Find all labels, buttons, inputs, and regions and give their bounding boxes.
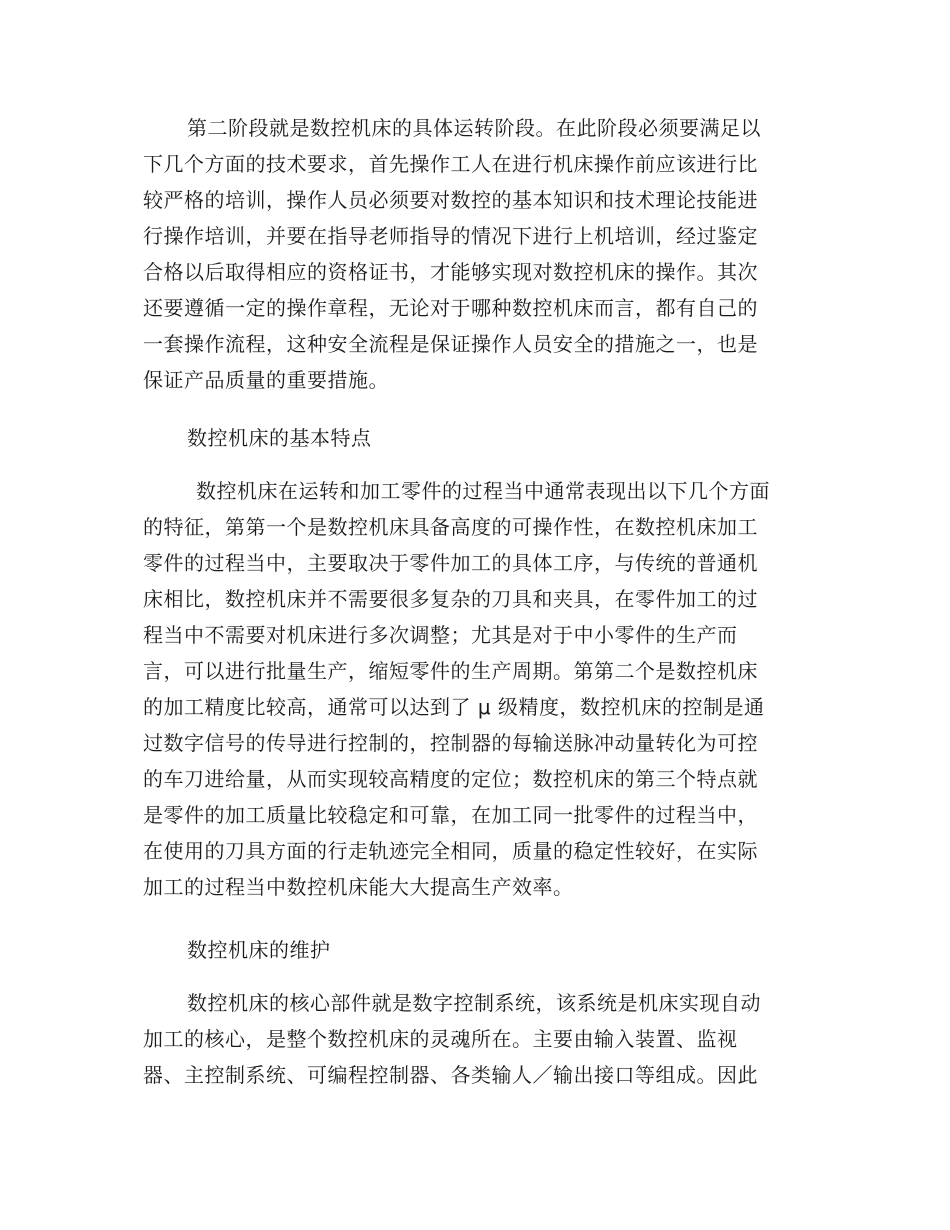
text-line: 的特征，第第一个是数控机床具备高度的可操作性，在数控机床加工 — [143, 515, 758, 539]
text-line: 程当中不需要对机床进行多次调整；尤其是对于中小零件的生产而 — [143, 623, 738, 647]
text-line: 是零件的加工质量比较稳定和可靠，在加工同一批零件的过程当中， — [143, 803, 758, 827]
text-line: 数控机床的核心部件就是数字控制系统，该系统是机床实现自动 — [187, 991, 761, 1015]
text-line: 在使用的刀具方面的行走轨迹完全相同，质量的稳定性较好，在实际 — [143, 839, 758, 863]
text-line: 言，可以进行批量生产，缩短零件的生产周期。第第二个是数控机床 — [143, 659, 758, 683]
section-heading-basic-features: 数控机床的基本特点 — [187, 426, 372, 450]
text-line: 床相比，数控机床并不需要很多复杂的刀具和夹具，在零件加工的过 — [143, 587, 758, 611]
text-line: 保证产品质量的重要措施。 — [143, 368, 389, 392]
section-heading-maintenance: 数控机床的维护 — [187, 938, 331, 962]
text-line: 合格以后取得相应的资格证书，才能够实现对数控机床的操作。其次 — [143, 260, 758, 284]
text-line: 数控机床在运转和加工零件的过程当中通常表现出以下几个方面 — [196, 479, 770, 503]
text-line: 较严格的培训，操作人员必须要对数控的基本知识和技术理论技能进 — [143, 188, 758, 212]
text-line: 零件的过程当中，主要取决于零件加工的具体工序，与传统的普通机 — [143, 551, 758, 575]
text-line: 第二阶段就是数控机床的具体运转阶段。在此阶段必须要满足以 — [187, 116, 761, 140]
text-line: 过数字信号的传导进行控制的，控制器的每输送脉冲动量转化为可控 — [143, 731, 758, 755]
text-line: 加工的过程当中数控机床能大大提高生产效率。 — [143, 875, 574, 899]
text-line: 加工的核心，是整个数控机床的灵魂所在。主要由输入装置、监视 — [143, 1027, 738, 1051]
text-line: 一套操作流程，这种安全流程是保证操作人员安全的措施之一，也是 — [143, 332, 758, 356]
text-line: 的加工精度比较高，通常可以达到了 μ 级精度，数控机床的控制是通 — [143, 695, 765, 719]
text-line: 行操作培训，并要在指导老师指导的情况下进行上机培训，经过鉴定 — [143, 224, 758, 248]
text-line: 器、主控制系统、可编程控制器、各类输人／输出接口等组成。因此 — [143, 1063, 758, 1087]
text-line: 还要遵循一定的操作章程，无论对于哪种数控机床而言，都有自己的 — [143, 296, 758, 320]
text-line: 的车刀进给量，从而实现较高精度的定位；数控机床的第三个特点就 — [143, 767, 758, 791]
text-line: 下几个方面的技术要求，首先操作工人在进行机床操作前应该进行比 — [143, 152, 758, 176]
